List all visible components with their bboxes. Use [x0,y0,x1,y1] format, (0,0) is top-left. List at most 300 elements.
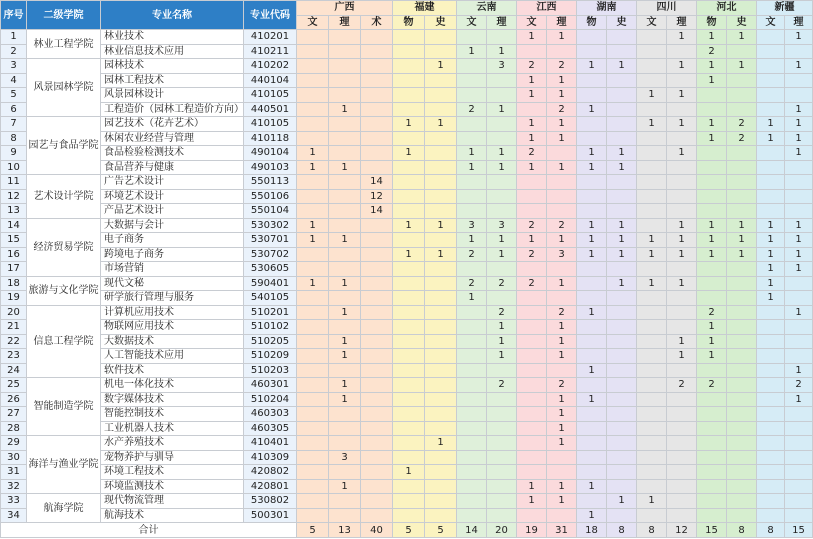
enrollment-count: 1 [577,59,607,74]
enrollment-count [297,189,329,204]
enrollment-count [425,349,457,364]
enrollment-count [667,262,697,277]
enrollment-count [667,450,697,465]
enrollment-count [393,262,425,277]
enrollment-count [607,305,637,320]
major-name: 产品艺术设计 [101,204,244,219]
enrollment-count [697,436,727,451]
enrollment-count [517,436,547,451]
enrollment-count [727,262,757,277]
enrollment-count [457,189,487,204]
enrollment-count [727,508,757,523]
province-header: 江西 [517,1,577,16]
total-count: 8 [727,523,757,538]
row-id: 24 [1,363,27,378]
enrollment-count [329,88,361,103]
enrollment-count [517,189,547,204]
enrollment-count [697,146,727,161]
enrollment-count [697,421,727,436]
table-row [1,465,813,480]
enrollment-count [547,175,577,190]
enrollment-count [757,44,785,59]
major-name: 休闲农业经营与管理 [101,131,244,146]
enrollment-count [785,436,813,451]
enrollment-count [329,59,361,74]
enrollment-count [727,436,757,451]
enrollment-count [361,262,393,277]
enrollment-count [757,204,785,219]
enrollment-count [757,102,785,117]
row-id: 6 [1,102,27,117]
enrollment-count [637,334,667,349]
enrollment-count [297,421,329,436]
total-count: 15 [785,523,813,538]
enrollment-count [517,334,547,349]
enrollment-count [487,291,517,306]
enrollment-count [425,276,457,291]
enrollment-count [607,320,637,335]
enrollment-count: 1 [607,276,637,291]
enrollment-count [637,73,667,88]
enrollment-count [297,175,329,190]
total-count: 14 [457,523,487,538]
enrollment-count [425,44,457,59]
table-row [1,334,813,349]
major-name: 广告艺术设计 [101,175,244,190]
enrollment-count [517,175,547,190]
table-row [1,175,813,190]
enrollment-count [727,450,757,465]
subject-header: 史 [727,15,757,30]
major-name: 物联网应用技术 [101,320,244,335]
major-code: 590401 [244,276,297,291]
enrollment-count [425,305,457,320]
enrollment-count: 1 [329,392,361,407]
subject-header: 理 [487,15,517,30]
enrollment-count [329,73,361,88]
major-code: 420802 [244,465,297,480]
enrollment-count [361,59,393,74]
enrollment-count [577,262,607,277]
row-id: 3 [1,59,27,74]
enrollment-count [297,349,329,364]
table-row [1,291,813,306]
enrollment-count [393,102,425,117]
major-code: 460303 [244,407,297,422]
enrollment-count [517,262,547,277]
enrollment-count [757,392,785,407]
total-count: 13 [329,523,361,538]
enrollment-count: 1 [547,349,577,364]
enrollment-count [457,305,487,320]
enrollment-count [667,204,697,219]
enrollment-count [517,305,547,320]
major-name: 数字媒体技术 [101,392,244,407]
enrollment-count [393,407,425,422]
enrollment-count [361,305,393,320]
enrollment-count: 1 [697,247,727,262]
subject-header: 物 [697,15,727,30]
table-row [1,146,813,161]
enrollment-count [757,407,785,422]
subject-header: 文 [637,15,667,30]
enrollment-count [361,508,393,523]
enrollment-count [297,102,329,117]
enrollment-count [361,233,393,248]
enrollment-count [425,189,457,204]
enrollment-count [577,436,607,451]
enrollment-count [425,421,457,436]
enrollment-count [727,276,757,291]
enrollment-count [697,276,727,291]
enrollment-count [393,320,425,335]
enrollment-count [577,73,607,88]
enrollment-count [297,30,329,45]
row-id: 12 [1,189,27,204]
enrollment-count [393,479,425,494]
enrollment-count [361,276,393,291]
enrollment-count: 1 [329,305,361,320]
enrollment-count [457,88,487,103]
enrollment-count [757,421,785,436]
enrollment-count [425,407,457,422]
enrollment-count [361,247,393,262]
enrollment-count [457,73,487,88]
table-row [1,276,813,291]
enrollment-count [727,392,757,407]
major-code: 460305 [244,421,297,436]
enrollment-count [487,30,517,45]
enrollment-count: 2 [487,305,517,320]
enrollment-count [667,465,697,480]
row-id: 18 [1,276,27,291]
enrollment-count [577,450,607,465]
enrollment-count: 1 [547,117,577,132]
total-count: 12 [667,523,697,538]
enrollment-count [637,30,667,45]
total-count: 15 [697,523,727,538]
enrollment-count [457,465,487,480]
major-code: 530302 [244,218,297,233]
enrollment-count: 1 [785,262,813,277]
enrollment-count [297,117,329,132]
enrollment-count: 1 [517,479,547,494]
enrollment-count: 1 [607,233,637,248]
table-row [1,131,813,146]
enrollment-count: 1 [547,494,577,509]
enrollment-count: 1 [667,233,697,248]
enrollment-count [393,233,425,248]
enrollment-count [361,334,393,349]
enrollment-count: 1 [517,160,547,175]
row-id: 4 [1,73,27,88]
enrollment-count [361,44,393,59]
enrollment-count: 1 [757,247,785,262]
enrollment-count [329,436,361,451]
major-code: 510209 [244,349,297,364]
enrollment-count [457,407,487,422]
enrollment-count [297,73,329,88]
enrollment-count [393,392,425,407]
enrollment-count [757,73,785,88]
enrollment-count: 2 [547,218,577,233]
enrollment-count [329,30,361,45]
enrollment-count: 3 [457,218,487,233]
subject-header: 文 [297,15,329,30]
enrollment-count: 1 [727,30,757,45]
enrollment-count: 1 [547,392,577,407]
enrollment-count [517,421,547,436]
enrollment-count [637,349,667,364]
header-code: 专业代码 [244,1,297,30]
enrollment-count [667,320,697,335]
enrollment-count: 1 [517,117,547,132]
enrollment-count [425,160,457,175]
enrollment-count [637,421,667,436]
enrollment-count [577,421,607,436]
enrollment-count [697,407,727,422]
enrollment-count [329,117,361,132]
enrollment-count: 1 [517,131,547,146]
enrollment-count [393,88,425,103]
enrollment-count: 1 [517,233,547,248]
enrollment-count [607,479,637,494]
enrollment-count [607,436,637,451]
enrollment-count: 1 [697,131,727,146]
major-name: 环境工程技术 [101,465,244,480]
enrollment-count [393,436,425,451]
enrollment-count [393,334,425,349]
enrollment-count [393,291,425,306]
enrollment-count [607,30,637,45]
enrollment-count [297,59,329,74]
enrollment-count: 1 [329,378,361,393]
enrollment-count [757,334,785,349]
enrollment-count: 1 [425,59,457,74]
enrollment-count [361,421,393,436]
major-name: 大数据技术 [101,334,244,349]
enrollment-count: 1 [727,247,757,262]
enrollment-count [457,204,487,219]
enrollment-count [637,436,667,451]
enrollment-count [785,421,813,436]
enrollment-count [757,189,785,204]
subject-header: 史 [607,15,637,30]
enrollment-count: 2 [517,276,547,291]
row-id: 7 [1,117,27,132]
enrollment-count: 1 [425,436,457,451]
enrollment-count [607,450,637,465]
enrollment-count [457,30,487,45]
table-row [1,508,813,523]
enrollment-count: 1 [667,276,697,291]
major-code: 410211 [244,44,297,59]
major-code: 530702 [244,247,297,262]
enrollment-count [297,465,329,480]
enrollment-count [785,334,813,349]
enrollment-count [361,349,393,364]
enrollment-count: 1 [577,305,607,320]
province-header: 湖南 [577,1,637,16]
enrollment-count: 2 [727,117,757,132]
enrollment-count [785,44,813,59]
enrollment-count: 2 [547,102,577,117]
enrollment-count [393,175,425,190]
total-row [1,523,813,538]
school-name: 风景园林学院 [27,59,101,117]
enrollment-count [425,378,457,393]
enrollment-count [727,146,757,161]
enrollment-count [785,450,813,465]
enrollment-count [637,378,667,393]
province-header: 河北 [697,1,757,16]
subject-header: 物 [577,15,607,30]
enrollment-count [329,465,361,480]
enrollment-count [425,262,457,277]
enrollment-count [393,508,425,523]
enrollment-count [727,204,757,219]
enrollment-count [577,291,607,306]
enrollment-count [727,102,757,117]
enrollment-count [637,175,667,190]
enrollment-count [487,421,517,436]
enrollment-count [667,392,697,407]
row-id: 27 [1,407,27,422]
table-row [1,407,813,422]
enrollment-count [329,363,361,378]
enrollment-count [727,291,757,306]
enrollment-count [757,59,785,74]
header-major: 专业名称 [101,1,244,30]
major-name: 宠物养护与驯导 [101,450,244,465]
enrollment-count: 1 [785,247,813,262]
enrollment-count [517,349,547,364]
enrollment-count: 1 [637,276,667,291]
table-row [1,392,813,407]
enrollment-count [517,407,547,422]
enrollment-count [297,262,329,277]
enrollment-count: 1 [697,349,727,364]
enrollment-count [425,175,457,190]
enrollment-count [667,131,697,146]
enrollment-count [637,363,667,378]
enrollment-count [697,392,727,407]
enrollment-count [727,320,757,335]
enrollment-count [785,479,813,494]
enrollment-count [577,349,607,364]
enrollment-count: 1 [577,160,607,175]
enrollment-count [785,320,813,335]
enrollment-count [727,160,757,175]
enrollment-count: 1 [697,233,727,248]
enrollment-count [361,291,393,306]
enrollment-count: 1 [667,146,697,161]
enrollment-count: 1 [757,218,785,233]
enrollment-count [667,44,697,59]
enrollment-count [329,262,361,277]
enrollment-count [637,204,667,219]
enrollment-count [727,378,757,393]
major-code: 510205 [244,334,297,349]
school-name: 航海学院 [27,494,101,523]
enrollment-count: 1 [547,421,577,436]
enrollment-count [517,363,547,378]
enrollment-count [697,494,727,509]
enrollment-count [393,189,425,204]
total-count: 20 [487,523,517,538]
enrollment-count: 1 [425,117,457,132]
enrollment-count: 1 [697,218,727,233]
enrollment-count [637,218,667,233]
enrollment-count [329,421,361,436]
enrollment-count [425,363,457,378]
enrollment-count [697,160,727,175]
major-name: 工业机器人技术 [101,421,244,436]
enrollment-count [329,204,361,219]
enrollment-count [637,407,667,422]
enrollment-count [727,465,757,480]
row-id: 14 [1,218,27,233]
table-row [1,378,813,393]
province-header: 广西 [297,1,393,16]
enrollment-count [457,421,487,436]
enrollment-count: 1 [697,117,727,132]
enrollment-count [697,291,727,306]
enrollment-count [637,189,667,204]
enrollment-count: 2 [517,247,547,262]
table-row [1,88,813,103]
enrollment-count [487,262,517,277]
enrollment-count [607,291,637,306]
enrollment-count: 2 [697,44,727,59]
total-count: 8 [607,523,637,538]
major-name: 风景园林设计 [101,88,244,103]
major-name: 工程造价（园林工程造价方向） [101,102,244,117]
major-name: 人工智能技术应用 [101,349,244,364]
enrollment-count: 1 [637,233,667,248]
enrollment-count [697,363,727,378]
enrollment-count [329,189,361,204]
enrollment-count [757,30,785,45]
enrollment-count: 1 [487,146,517,161]
total-count: 5 [393,523,425,538]
enrollment-count [547,508,577,523]
table-row [1,262,813,277]
enrollment-count: 1 [785,218,813,233]
province-header: 云南 [457,1,517,16]
enrollment-count [517,450,547,465]
total-label: 合计 [1,523,297,538]
enrollment-count: 1 [667,117,697,132]
enrollment-count [607,262,637,277]
enrollment-count [297,436,329,451]
enrollment-count [697,479,727,494]
major-name: 水产养殖技术 [101,436,244,451]
major-code: 410202 [244,59,297,74]
enrollment-count [361,378,393,393]
enrollment-count [297,88,329,103]
enrollment-count: 2 [727,131,757,146]
enrollment-count [757,479,785,494]
enrollment-count [785,494,813,509]
enrollment-count [297,291,329,306]
enrollment-count [667,305,697,320]
table-row [1,204,813,219]
table-body [1,30,813,523]
enrollment-count [297,44,329,59]
enrollment-count [329,131,361,146]
enrollment-count [425,479,457,494]
